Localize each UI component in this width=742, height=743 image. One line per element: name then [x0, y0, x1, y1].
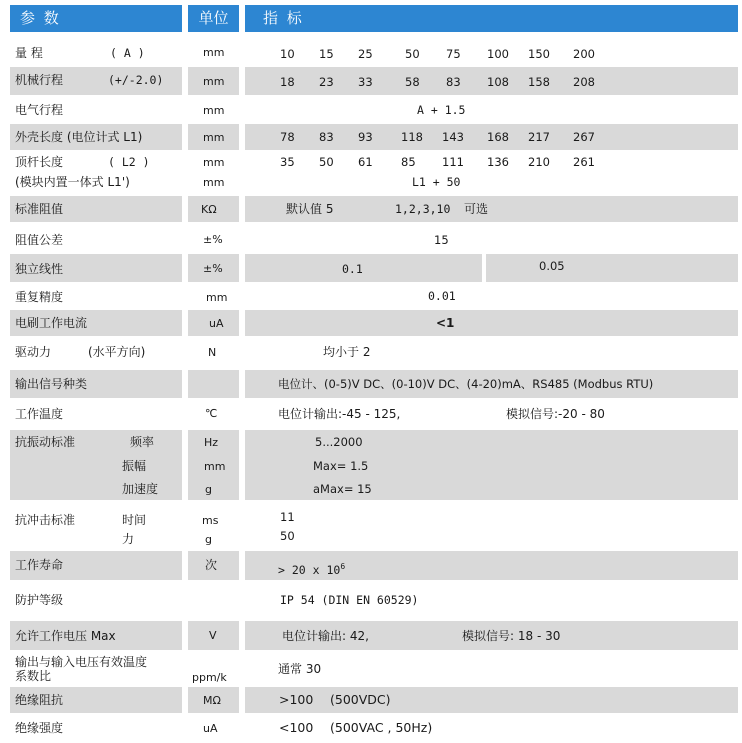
label-temp-coefficient: 输出与输入电压有效温度 — [15, 655, 148, 669]
label-resistance: 标准阻值 — [15, 202, 64, 216]
label-wiper-current: 电刷工作电流 — [15, 316, 88, 330]
unit-mech-travel: mm — [203, 75, 225, 88]
header-param: 参 数 — [10, 5, 182, 32]
vibration-amplitude-value: Max= 1.5 — [313, 459, 369, 473]
value-cell: 35 — [280, 155, 295, 169]
value-cell: 10 — [280, 47, 295, 61]
value-cell: 33 — [358, 75, 373, 89]
value-voltage-analog: 模拟信号: 18 - 30 — [462, 629, 561, 643]
vibration-frequency-value: 5...2000 — [315, 435, 363, 449]
value-cell: 83 — [446, 75, 461, 89]
value-cell: 75 — [446, 47, 461, 61]
unit-rod-length: mm — [203, 156, 225, 169]
value-resistance-default: 默认值 5 — [286, 202, 334, 216]
value-cell: 143 — [442, 130, 464, 144]
value-resistance-options: 1,2,3,10 — [395, 202, 451, 216]
label-range: 量 程 — [15, 46, 43, 60]
shock-force-label: 力 — [122, 532, 135, 546]
label-voltage: 允许工作电压 Max — [15, 629, 116, 643]
value-cell: 150 — [528, 47, 550, 61]
label-repeatability: 重复精度 — [15, 290, 64, 304]
unit-range: mm — [203, 46, 225, 59]
unit-elec-travel: mm — [203, 104, 225, 117]
value-cell: 50 — [405, 47, 420, 61]
note-insulation-strength: (500VAC , 50Hz) — [330, 720, 433, 735]
value-wiper-current: <1 — [436, 316, 455, 330]
row-elec-travel — [0, 97, 742, 123]
value-output-signal: 电位计、(0-5)V DC、(0-10)V DC、(4-20)mA、RS485 (Modbus RTU) — [278, 377, 654, 391]
value-cell: 111 — [442, 155, 464, 169]
label-rod-length: 顶杆长度 — [15, 155, 64, 169]
row-vibration — [0, 430, 742, 500]
value-cell: 158 — [528, 75, 550, 89]
unit-insulation-resistance: MΩ — [203, 694, 221, 707]
value-cell: 100 — [487, 47, 509, 61]
value-insulation-strength: <100 — [279, 720, 314, 735]
value-temp-analog: 模拟信号:-20 - 80 — [506, 407, 605, 421]
label-output-signal: 输出信号种类 — [15, 377, 88, 391]
label-mech-travel: 机械行程 — [15, 73, 64, 87]
shock-time-unit: ms — [202, 514, 219, 527]
row-operating-temp — [0, 400, 742, 428]
value-cell: 136 — [487, 155, 509, 169]
value-repeatability: 0.01 — [428, 289, 456, 303]
sub-force: (水平方向) — [88, 345, 146, 359]
value-cell: 50 — [319, 155, 334, 169]
row-output-signal — [0, 370, 742, 398]
label-rod-length-module: (模块内置一体式 L1') — [15, 175, 130, 189]
row-repeatability — [0, 284, 742, 308]
value-cell: 261 — [573, 155, 595, 169]
unit-life: 次 — [205, 558, 218, 572]
value-cell: 210 — [528, 155, 550, 169]
row-wiper-current — [0, 310, 742, 336]
unit-insulation-strength: uA — [203, 722, 218, 735]
label-elec-travel: 电气行程 — [15, 103, 64, 117]
row-rod-length — [0, 152, 742, 194]
row-resistance — [0, 196, 742, 222]
shock-force-unit: g — [205, 533, 212, 546]
value-cell: 93 — [358, 130, 373, 144]
header-unit: 单位 — [188, 5, 239, 32]
label-protection: 防护等级 — [15, 593, 64, 607]
row-temp-coefficient — [0, 652, 742, 686]
value-force: 均小于 2 — [323, 345, 371, 359]
unit-wiper-current: uA — [209, 317, 224, 330]
unit-voltage: V — [209, 629, 217, 642]
value-linearity-1: 0.1 — [342, 262, 363, 276]
shock-force-value: 50 — [280, 529, 295, 543]
unit-resistance: KΩ — [201, 203, 217, 216]
value-cell: 108 — [487, 75, 509, 89]
value-cell: 61 — [358, 155, 373, 169]
row-insulation-resistance — [0, 687, 742, 713]
value-life-exponent: 6 — [340, 562, 346, 571]
value-cell: 118 — [401, 130, 423, 144]
value-elec-travel: A + 1.5 — [417, 103, 466, 117]
value-temp-pot: 电位计输出:-45 - 125, — [278, 407, 401, 421]
row-voltage — [0, 621, 742, 650]
unit-housing-length: mm — [203, 131, 225, 144]
sub-range: ( A ) — [110, 46, 145, 60]
shock-time-value: 11 — [280, 510, 295, 524]
label-tolerance: 阻值公差 — [15, 233, 64, 247]
label-temp-coefficient-line2: 系数比 — [15, 669, 52, 683]
unit-linearity: ±% — [203, 262, 223, 275]
row-linearity — [0, 254, 742, 282]
row-mech-travel — [0, 67, 742, 95]
label-life: 工作寿命 — [15, 558, 64, 572]
unit-tolerance: ±% — [203, 233, 223, 246]
unit-operating-temp: ℃ — [205, 407, 218, 420]
value-resistance-optional: 可选 — [464, 202, 489, 216]
sub-rod-length: ( L2 ) — [108, 155, 150, 169]
label-housing-length: 外壳长度 (电位计式 L1) — [15, 130, 143, 144]
value-insulation-resistance: >100 — [279, 692, 314, 707]
row-protection — [0, 582, 742, 618]
row-tolerance — [0, 225, 742, 253]
value-voltage-pot: 电位计输出: 42, — [282, 629, 369, 643]
row-insulation-strength — [0, 715, 742, 741]
label-insulation-strength: 绝缘强度 — [15, 721, 64, 735]
vibration-acceleration-value: aMax= 15 — [313, 482, 372, 496]
value-cell: 58 — [405, 75, 420, 89]
value-temp-coefficient: 通常 30 — [278, 662, 322, 676]
value-cell: 83 — [319, 130, 334, 144]
row-range — [0, 40, 742, 65]
value-cell: 85 — [401, 155, 416, 169]
unit-repeatability: mm — [206, 291, 228, 304]
vibration-amplitude-unit: mm — [204, 460, 226, 473]
vibration-frequency-unit: Hz — [204, 436, 219, 449]
value-cell: 23 — [319, 75, 334, 89]
unit-rod-length-module: mm — [203, 176, 225, 189]
unit-temp-coefficient: ppm/k — [192, 671, 227, 684]
value-cell: 18 — [280, 75, 295, 89]
row-shock — [0, 502, 742, 550]
vibration-acceleration-label: 加速度 — [122, 482, 159, 496]
vibration-acceleration-unit: g — [205, 483, 212, 496]
row-housing-length — [0, 124, 742, 150]
vibration-frequency-label: 频率 — [130, 435, 155, 449]
header-spec: 指 标 — [245, 5, 738, 32]
label-vibration: 抗振动标准 — [15, 435, 76, 449]
shock-time-label: 时间 — [122, 513, 147, 527]
note-insulation-resistance: (500VDC) — [330, 692, 391, 707]
sub-mech-travel: (+/-2.0) — [108, 73, 164, 87]
value-protection: IP 54 (DIN EN 60529) — [280, 593, 419, 607]
value-cell: 217 — [528, 130, 550, 144]
label-linearity: 独立线性 — [15, 262, 64, 276]
value-tolerance: 15 — [434, 233, 449, 247]
label-insulation-resistance: 绝缘阻抗 — [15, 693, 64, 707]
value-rod-length-module: L1 + 50 — [412, 175, 461, 189]
unit-force: N — [208, 346, 217, 359]
label-force: 驱动力 — [15, 345, 52, 359]
row-life — [0, 551, 742, 580]
label-shock: 抗冲击标准 — [15, 513, 76, 527]
value-linearity-2: 0.05 — [539, 259, 565, 273]
value-cell: 208 — [573, 75, 595, 89]
value-life: > 20 x $10^6$ — [278, 562, 346, 577]
value-cell: 200 — [573, 47, 595, 61]
value-cell: 78 — [280, 130, 295, 144]
value-cell: 267 — [573, 130, 595, 144]
value-cell: 168 — [487, 130, 509, 144]
label-operating-temp: 工作温度 — [15, 407, 64, 421]
vibration-amplitude-label: 振幅 — [122, 459, 147, 473]
row-force — [0, 338, 742, 368]
value-cell: 25 — [358, 47, 373, 61]
value-cell: 15 — [319, 47, 334, 61]
